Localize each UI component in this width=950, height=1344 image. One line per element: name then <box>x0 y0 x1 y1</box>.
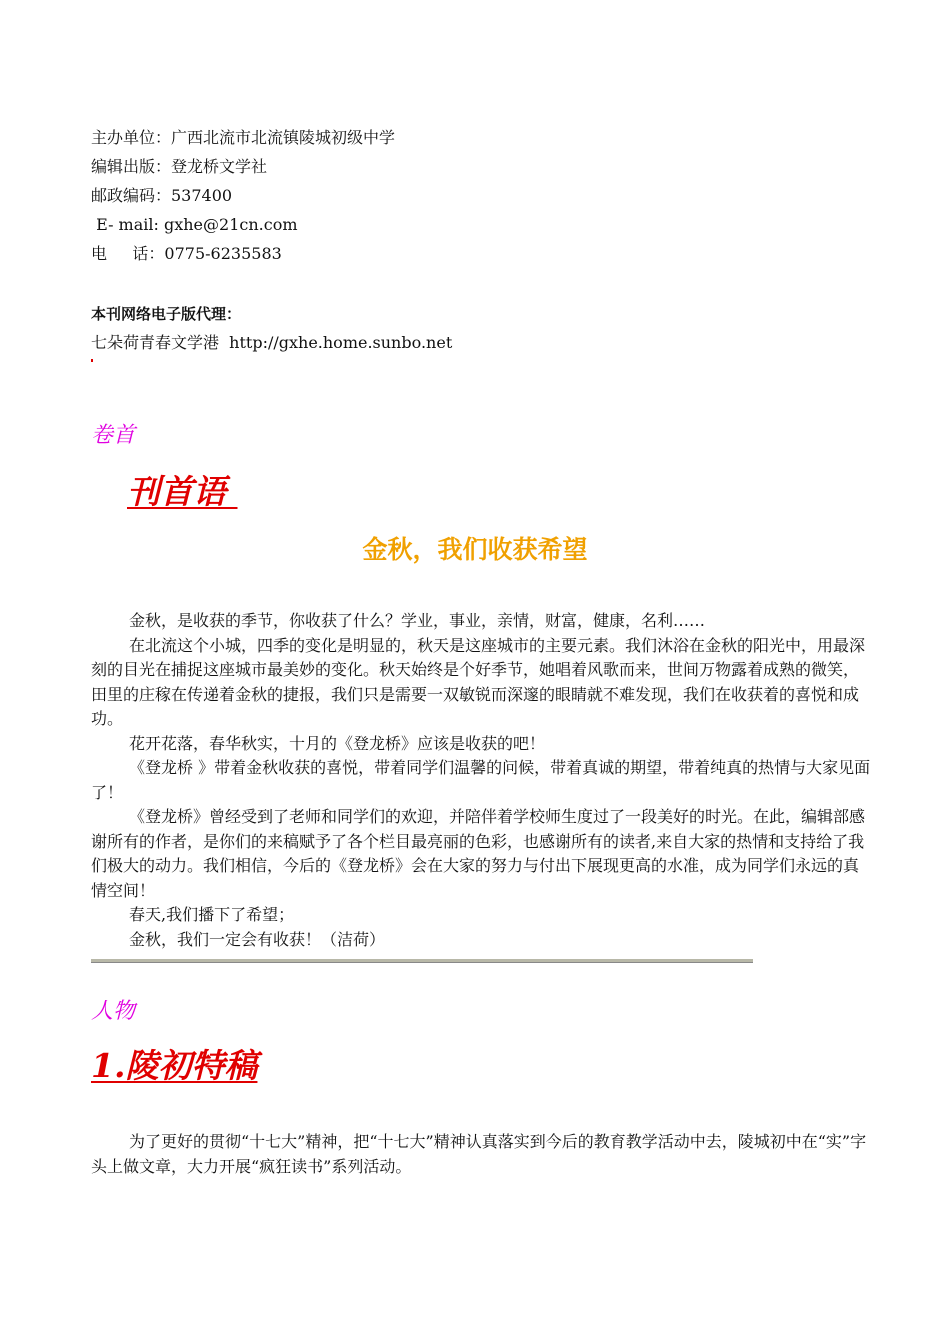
paragraph: 春天,我们播下了希望； <box>129 905 295 924</box>
section-label-renwu: 人物 <box>91 999 136 1024</box>
paragraph: 在北流这个小城，四季的变化是明显的，秋天是这座城市的主要元素。我们沐浴在金秋的阳光中，用最深刻的目光在捕捉这座城市最美妙的变化。秋天始终是个好季节，她唱着风歌而来，世间万物露着成熟的微笑，田里的庄稼在传递着金秋的捷报，我们只是需要一双敏锐而深邃的眼睛就不难发现，我们在收获着的喜悦和成功。 <box>91 635 866 728</box>
agent-line: 七朵荷青春文学港 http://gxhe.home.sunbo.net <box>91 333 453 352</box>
section-title-lingchu: 1.陵初特稿 <box>91 1046 258 1085</box>
red-mark <box>91 359 93 362</box>
paragraph: 《登龙桥 》带着金秋收获的喜悦，带着同学们温馨的问候，带着真诚的期望，带着纯真的热情与大家见面了！ <box>91 758 871 802</box>
article-subtitle: 金秋，我们收获希望 <box>362 535 588 564</box>
paragraph: 金秋，是收获的季节，你收获了什么？学业，事业，亲情，财富，健康，名利…… <box>129 611 706 630</box>
section-label-juanshou: 卷首 <box>91 423 136 448</box>
organizer-line: 主办单位：广西北流市北流镇陵城初级中学 <box>91 128 396 147</box>
publisher-line: 编辑出版：登龙桥文学社 <box>91 157 268 176</box>
paragraph: 花开花落，春华秋实，十月的《登龙桥》应该是收获的吧！ <box>129 733 546 753</box>
article-body <box>91 609 871 952</box>
agent-heading: 本刊网络电子版代理： <box>91 305 242 323</box>
paragraph: 《登龙桥》曾经受到了老师和同学们的欢迎，并陪伴着学校师生度过了一段美好的时光。在此，编辑部感谢所有的作者，是你们的来稿赋予了各个栏目最亮丽的色彩，也感谢所有的读者,来自大家的热情和支持给了我们极大的动力。我们相信，今后的《登龙桥》会在大家的努力与付出下展现更高的水准，成为同学们永远的真情空间！ <box>91 807 866 900</box>
feature-body <box>91 1130 871 1179</box>
paragraph: 金秋，我们一定会有收获！（洁荷） <box>129 929 386 949</box>
horizontal-divider <box>91 959 753 963</box>
phone-line: 电 话：0775-6235583 <box>91 244 282 263</box>
email-line: E- mail: gxhe@21cn.com <box>91 215 298 234</box>
paragraph: 为了更好的贯彻“十七大”精神，把“十七大”精神认真落实到今后的教育教学活动中去，陵城初中在“实”字头上做文章，大力开展“疯狂读书”系列活动。 <box>91 1132 867 1176</box>
postcode-line: 邮政编码：537400 <box>91 186 233 205</box>
section-title-kanshouyu: 刊首语 <box>127 472 238 511</box>
